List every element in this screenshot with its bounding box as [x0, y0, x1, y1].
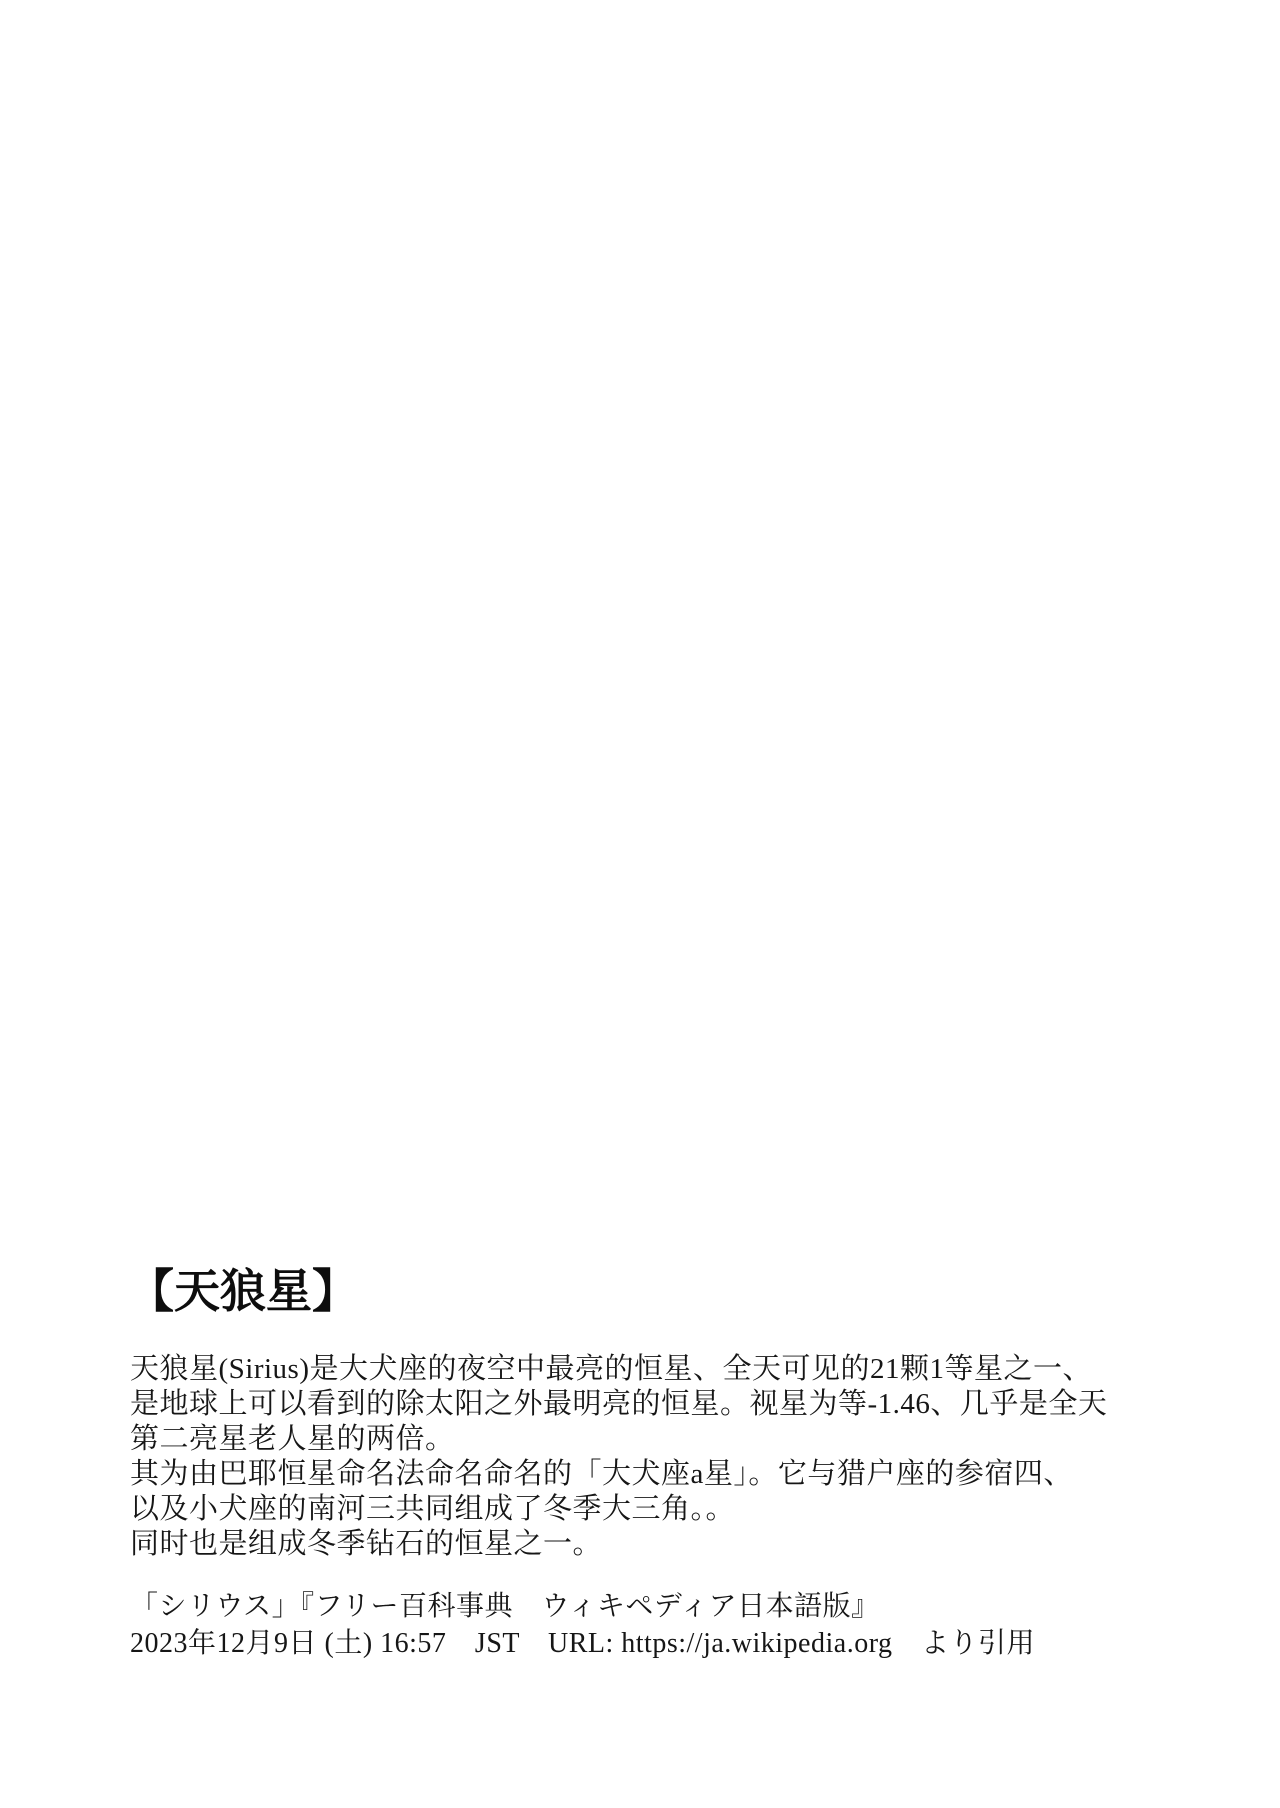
body-line: 天狼星(Sirius)是大犬座的夜空中最亮的恒星、全天可见的21颗1等星之一、: [130, 1353, 1093, 1385]
citation-date-url-line: 2023年12月9日 (土) 16:57 JST URL: https://ja.wikipedia.org より引用: [130, 1628, 1036, 1659]
body-paragraph: [130, 1352, 1107, 1562]
citation-source-line: 「シリウス」『フリー百科事典 ウィキペディア日本語版』: [130, 1591, 880, 1622]
body-line: 其为由巴耶恒星命名法命名命名的「大犬座a星」。它与猎户座的参宿四、: [130, 1458, 1073, 1490]
body-line: 是地球上可以看到的除太阳之外最明亮的恒星。视星为等-1.46、几乎是全天: [130, 1388, 1108, 1420]
body-line: 同时也是组成冬季钻石的恒星之一。: [130, 1528, 603, 1560]
page-title: 【天狼星】: [128, 1265, 358, 1317]
citation-block: [130, 1588, 1035, 1662]
body-line: 以及小犬座的南河三共同组成了冬季大三角。。: [130, 1493, 736, 1525]
body-line: 第二亮星老人星的两倍。: [130, 1423, 455, 1455]
